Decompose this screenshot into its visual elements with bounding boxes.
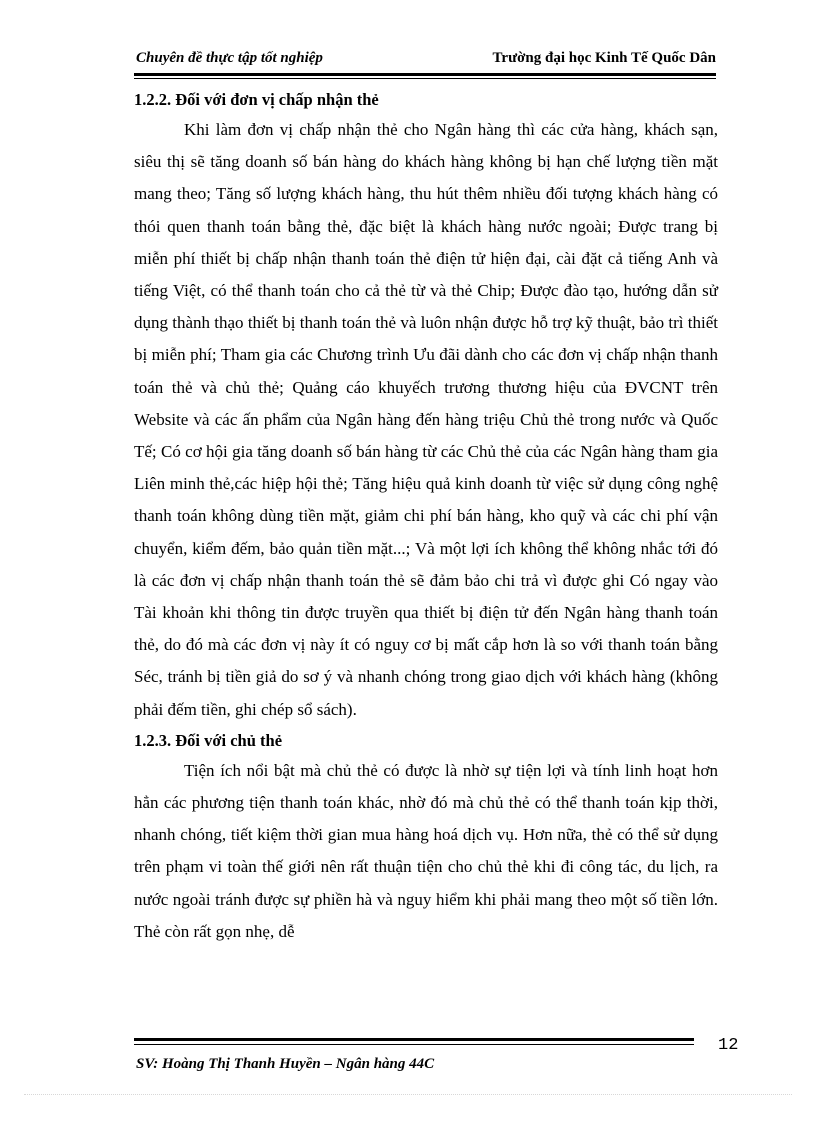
footer-author: SV: Hoàng Thị Thanh Huyền – Ngân hàng 44C: [136, 1056, 435, 1072]
header-rule-thin: [134, 78, 716, 79]
footer-rule-thin: [134, 1044, 694, 1045]
section-paragraph-1-2-2: Khi làm đơn vị chấp nhận thẻ cho Ngân hàng thì các cửa hàng, khách sạn, siêu thị sẽ tăng doanh số bán hàng do khách hàng không bị hạn chế lượng tiền mặt mang theo; Tăng số lượng khách hàng, thu hút thêm nhiều đối tượng khách hàng có thói quen thanh toán bằng thẻ, đặc biệt là khách hàng nước ngoài; Được trang bị miễn phí thiết bị chấp nhận thanh toán thẻ điện tử hiện đại, cài đặt cả tiếng Anh và tiếng Việt, có thể thanh toán cho cả thẻ từ và thẻ Chip; Được đào tạo, hướng dẫn sử dụng thành thạo thiết bị thanh toán thẻ và luôn nhận được hỗ trợ kỹ thuật, bảo trì thiết bị miễn phí; Tham gia các Chương trình Ưu đãi dành cho các đơn vị chấp nhận thanh toán thẻ và chủ thẻ; Quảng cáo khuyếch trương thương hiệu của ĐVCNT trên Website và các ấn phẩm của Ngân hàng đến hàng triệu Chủ thẻ trong nước và Quốc Tế; Có cơ hội gia tăng doanh số bán hàng từ các Chủ thẻ của các Ngân hàng tham gia Liên minh thẻ,các hiệp hội thẻ; Tăng hiệu quả kinh doanh từ việc sử dụng công nghệ thanh toán không dùng tiền mặt, giảm chi phí bán hàng, kho quỹ và các chi phí vận chuyển, kiểm đếm, bảo quản tiền mặt...; Và một lợi ích không thể không nhắc tới đó là các đơn vị chấp nhận thanh toán thẻ sẽ đảm bảo chi trả vì được ghi Có ngay vào Tài khoản khi thông tin được truyền qua thiết bị điện tử đến Ngân hàng thanh toán thẻ, do đó mà các đơn vị này ít có nguy cơ bị mất cắp hơn là so với thanh toán bằng Séc, tránh bị tiền giả do sơ ý và nhanh chóng trong giao dịch với khách hàng (không phải đếm tiền, ghi chép sổ sách).: [134, 120, 718, 719]
page-header: [134, 48, 716, 70]
footer-rule-thick: [134, 1038, 694, 1041]
section-heading-1-2-2: 1.2.2. Đối với đơn vị chấp nhận thẻ: [134, 90, 379, 109]
page-content: [134, 86, 718, 948]
section-paragraph-1-2-3: Tiện ích nổi bật mà chủ thẻ có được là nhờ sự tiện lợi và tính linh hoạt hơn hẳn các phương tiện thanh toán khác, nhờ đó mà chủ thẻ có thể thanh toán kịp thời, nhanh chóng, tiết kiệm thời gian mua hàng hoá dịch vụ. Hơn nữa, thẻ có thể sử dụng trên phạm vi toàn thế giới nên rất thuận tiện cho chủ thẻ khi đi công tác, du lịch, ra nước ngoài tránh được sự phiền hà và nguy hiểm khi phải mang theo một số tiền lớn. Thẻ còn rất gọn nhẹ, dễ: [134, 760, 718, 941]
header-left-title: Chuyên đề thực tập tốt nghiệp: [136, 50, 323, 66]
page-number: 12: [718, 1036, 739, 1055]
page-bottom-edge: [24, 1094, 792, 1095]
header-right-title: Trường đại học Kinh Tế Quốc Dân: [492, 50, 716, 66]
section-heading-1-2-3: 1.2.3. Đối với chủ thẻ: [134, 730, 283, 750]
header-rule-thick: [134, 73, 716, 76]
